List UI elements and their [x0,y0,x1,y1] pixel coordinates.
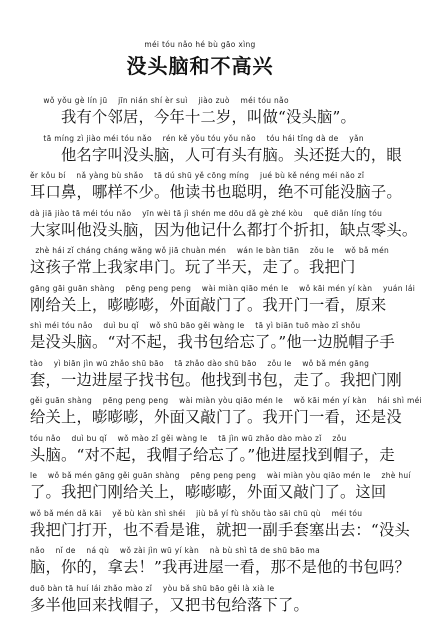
text-line [30,433,375,471]
line-pinyin: wǒ yǒu gè lín jū jīn nián shí èr suì jiào zuò méi tóu nǎo [30,95,375,106]
page-title: 没头脑和不高兴 [0,50,400,79]
line-text: 套，一边进屋子找书包。他找到书包，走了。我把门刚 [30,369,375,391]
title-block [0,40,400,79]
text-line [30,508,375,546]
line-pinyin: tóu nǎo duì bu qǐ wǒ mào zǐ gěi wàng le tā jìn wū zhǎo dào mào zǐ zǒu [30,433,375,444]
line-pinyin: le wǒ bǎ mén gāng gěi guān shàng pēng peng peng wài miàn yòu qiāo mén le zhè huí [30,470,375,481]
line-pinyin: zhè hái zǐ cháng cháng wǎng wǒ jiā chuàn mén wán le bàn tiān zǒu le wǒ bǎ mén [30,245,375,256]
line-text: 头脑。“对不起，我帽子给忘了。”他进屋找到帽子，走 [30,444,375,466]
text-line [30,470,375,508]
line-text: 我有个邻居，今年十二岁，叫做“没头脑”。 [30,106,375,128]
line-text: 多半他回来找帽子，又把书包给落下了。 [30,594,375,616]
line-text: 刚给关上，嘭嘭嘭，外面敲门了。我开门一看，原来 [30,294,375,316]
line-pinyin: tā míng zì jiào méi tóu nǎo rén kě yǒu tóu yǒu nǎo tóu hái tǐng dà de yǎn [30,133,375,144]
line-pinyin: nǎo nǐ de ná qù wǒ zài jìn wū yí kàn nà bù shì tā de shū bāo ma [30,545,375,556]
title-pinyin: méi tóu nǎo hé bù gāo xìng [0,40,400,49]
line-pinyin: ěr kǒu bí nǎ yàng bù shǎo tā dú shū yě cōng míng jué bù kě néng méi nǎo zǐ [30,170,375,181]
story-text [30,95,375,620]
text-line [30,583,375,620]
text-line [30,208,375,246]
line-pinyin: wǒ bǎ mén dǎ kāi yě bù kàn shì shéi jiù bǎ yí fù shǒu tào sāi chū qù méi tóu [30,508,375,519]
line-text: 了。我把门刚给关上，嘭嘭嘭，外面又敲门了。这回 [30,481,375,503]
line-pinyin: tào yì biān jìn wū zhǎo shū bāo tā zhǎo dào shū bāo zǒu le wǒ bǎ mén gāng [30,358,375,369]
line-text: 是没头脑。“对不起，我书包给忘了。”他一边脱帽子手 [30,331,375,353]
line-pinyin: gěi guān shàng pēng peng peng wài miàn yòu qiāo mén le wǒ kāi mén yí kàn hái shì méi [30,395,375,406]
text-line [30,320,375,358]
text-line [30,358,375,396]
line-text: 耳口鼻，哪样不少。他读书也聪明，绝不可能没脑子。 [30,181,375,203]
line-pinyin: gāng gāi guān shàng pēng peng peng wài miàn qiāo mén le wǒ kāi mén yí kàn yuán lái [30,283,375,294]
line-text: 我把门打开，也不看是谁，就把一副手套塞出去：“没头 [30,519,375,541]
text-line [30,395,375,433]
line-pinyin: dà jiā jiào tā méi tóu nǎo yīn wèi tā jì shén me dōu dǎ gè zhé kòu quē diǎn líng tóu [30,208,375,219]
line-text: 给关上，嘭嘭嘭，外面又敲门了。我开门一看，还是没 [30,406,375,428]
line-text: 大家叫他没头脑，因为他记什么都打个折扣，缺点零头。 [30,219,375,241]
text-line [30,545,375,583]
line-text: 脑，你的，拿去！”我再进屋一看，那不是他的书包吗？ [30,556,375,578]
text-line [30,283,375,321]
text-line [30,133,375,171]
line-pinyin: duō bàn tā huí lái zhǎo mào zǐ yòu bǎ shū bāo gěi là xià le [30,583,375,594]
text-line [30,245,375,283]
text-line [30,95,375,133]
line-text: 这孩子常上我家串门。玩了半天，走了。我把门 [30,256,375,278]
text-line [30,170,375,208]
line-text: 他名字叫没头脑，人可有头有脑。头还挺大的，眼 [30,144,375,166]
line-pinyin: shì méi tóu nǎo duì bu qǐ wǒ shū bāo gěi wàng le tā yì biān tuō mào zǐ shǒu [30,320,375,331]
